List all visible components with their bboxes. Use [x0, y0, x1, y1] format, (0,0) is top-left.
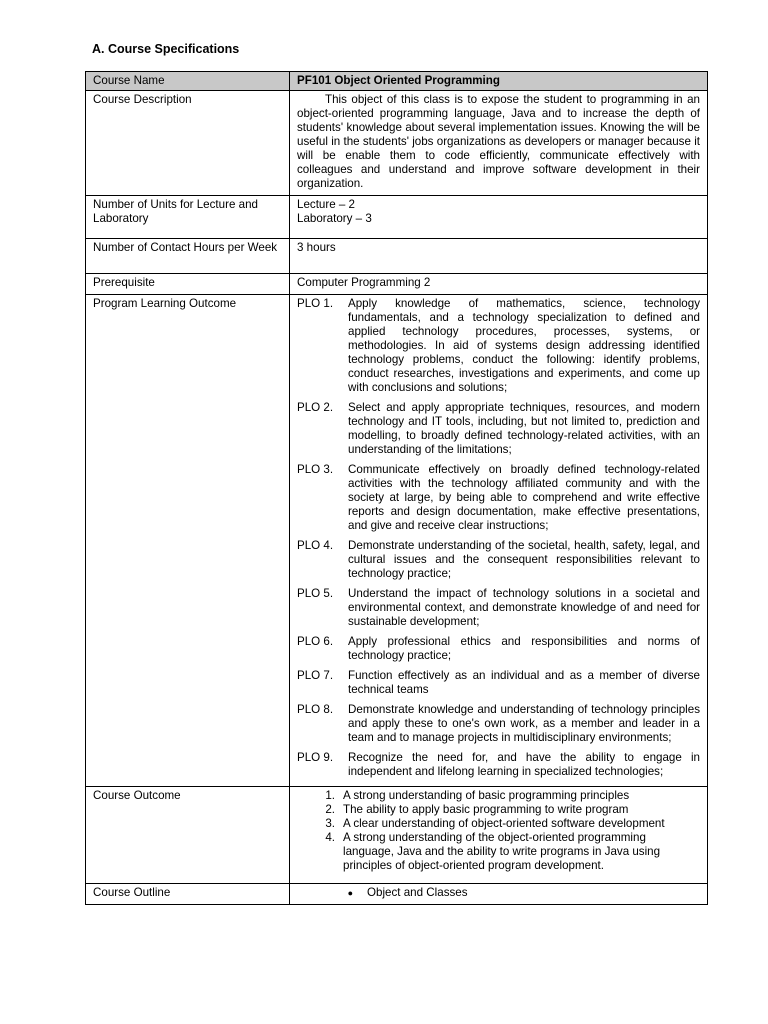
outcome-text: The ability to apply basic programming to write program [343, 803, 629, 816]
units-label: Number of Units for Lecture and Laboratory [86, 196, 290, 239]
units-cell [290, 196, 708, 239]
units-laboratory: Laboratory – 3 [297, 212, 372, 225]
list-item [297, 803, 700, 817]
row-course-outline [86, 884, 708, 905]
course-name-value: PF101 Object Oriented Programming [290, 72, 708, 91]
row-plo [86, 295, 708, 787]
course-description-text: This object of this class is to expose the student to programming in an object-oriented programming language, Java and to increase the depth of students' knowledge about several implementation issues. Knowing the will be useful in the students' jobs organizations as developers or manager because it will be enable them to code efficiently, communicate effectively with colleagues and understand and improve software development in their organization. [297, 93, 700, 190]
row-course-name [86, 72, 708, 91]
plo-text: Recognize the need for, and have the ability to engage in independent and lifelong learning in specialized technologies; [348, 751, 700, 778]
course-outcome-label: Course Outcome [86, 787, 290, 884]
course-outline-cell [290, 884, 708, 905]
plo-text: Apply professional ethics and responsibilities and norms of technology practice; [348, 635, 700, 662]
plo-code: PLO 8. [297, 703, 334, 716]
course-outcome-cell [290, 787, 708, 884]
plo-text: Function effectively as an individual and as a member of diverse technical teams [348, 669, 700, 696]
row-contact-hours [86, 239, 708, 274]
plo-code: PLO 2. [297, 401, 334, 414]
course-description-cell [290, 91, 708, 196]
prerequisite-label: Prerequisite [86, 274, 290, 295]
plo-code: PLO 5. [297, 587, 334, 600]
plo-label: Program Learning Outcome [86, 295, 290, 787]
outcome-number: 3. [325, 817, 335, 830]
course-spec-table [85, 71, 708, 905]
plo-item [297, 463, 700, 533]
row-course-description [86, 91, 708, 196]
contact-hours-value: 3 hours [290, 239, 708, 274]
contact-hours-label: Number of Contact Hours per Week [86, 239, 290, 274]
plo-item [297, 669, 700, 697]
course-description-label: Course Description [86, 91, 290, 196]
outcome-number: 2. [325, 803, 335, 816]
plo-code: PLO 4. [297, 539, 334, 552]
outcome-text: A strong understanding of basic programming principles [343, 789, 630, 802]
section-title: A. Course Specifications [92, 42, 240, 56]
course-outline-label: Course Outline [86, 884, 290, 905]
course-outcome-list [297, 789, 700, 873]
list-item [297, 831, 700, 873]
plo-item [297, 297, 700, 395]
row-units [86, 196, 708, 239]
course-outline-list [297, 886, 700, 900]
plo-item [297, 751, 700, 779]
plo-code: PLO 9. [297, 751, 334, 764]
plo-item [297, 587, 700, 629]
prerequisite-value: Computer Programming 2 [290, 274, 708, 295]
plo-text: Understand the impact of technology solutions in a societal and environmental context, and demonstrate knowledge of and need for sustainable development; [348, 587, 700, 628]
plo-code: PLO 3. [297, 463, 334, 476]
plo-text: Demonstrate knowledge and understanding of technology principles and apply these to one's own work, as a member and leader in a team and to manage projects in multidisciplinary environments; [348, 703, 700, 744]
plo-item [297, 401, 700, 457]
outcome-number: 4. [325, 831, 335, 844]
plo-list [290, 295, 708, 787]
outcome-text: A strong understanding of the object-oriented programming language, Java and the ability to write programs in Java using principles of object-oriented program development. [343, 831, 661, 872]
plo-text: Select and apply appropriate techniques, resources, and modern technology and IT tools, including, but not limited to, prediction and modelling, to broadly defined technology-related activities, with an understanding of the limitations; [348, 401, 700, 456]
outline-text: Object and Classes [367, 886, 468, 899]
bullet-icon: ● [347, 888, 353, 898]
outcome-text: A clear understanding of object-oriented software development [343, 817, 665, 830]
plo-code: PLO 7. [297, 669, 334, 682]
plo-text: Communicate effectively on broadly defined technology-related activities with the technology affiliated community and with the society at large, by being able to comprehend and write effective reports and design documentation, make effective presentations, and give and receive clear instructions; [348, 463, 700, 532]
course-name-label: Course Name [86, 72, 290, 91]
plo-item [297, 539, 700, 581]
plo-text: Demonstrate understanding of the societal, health, safety, legal, and cultural issues and the consequent responsibilities relevant to technology practice; [348, 539, 700, 580]
plo-item [297, 635, 700, 663]
units-lecture: Lecture – 2 [297, 198, 356, 211]
list-item [297, 789, 700, 803]
plo-text: Apply knowledge of mathematics, science, technology fundamentals, and a technology specialization to defined and applied technology procedures, processes, systems, or methodologies. In aid of systems design addressing identified technology problems, conduct the following: identify problems, conduct researches, investigations and experiments, and come up with conclusions and solutions; [348, 297, 700, 394]
plo-code: PLO 6. [297, 635, 334, 648]
plo-item [297, 703, 700, 745]
list-item [297, 817, 700, 831]
list-item [297, 886, 700, 900]
row-prerequisite [86, 274, 708, 295]
plo-code: PLO 1. [297, 297, 334, 310]
outcome-number: 1. [325, 789, 335, 802]
row-course-outcome [86, 787, 708, 884]
